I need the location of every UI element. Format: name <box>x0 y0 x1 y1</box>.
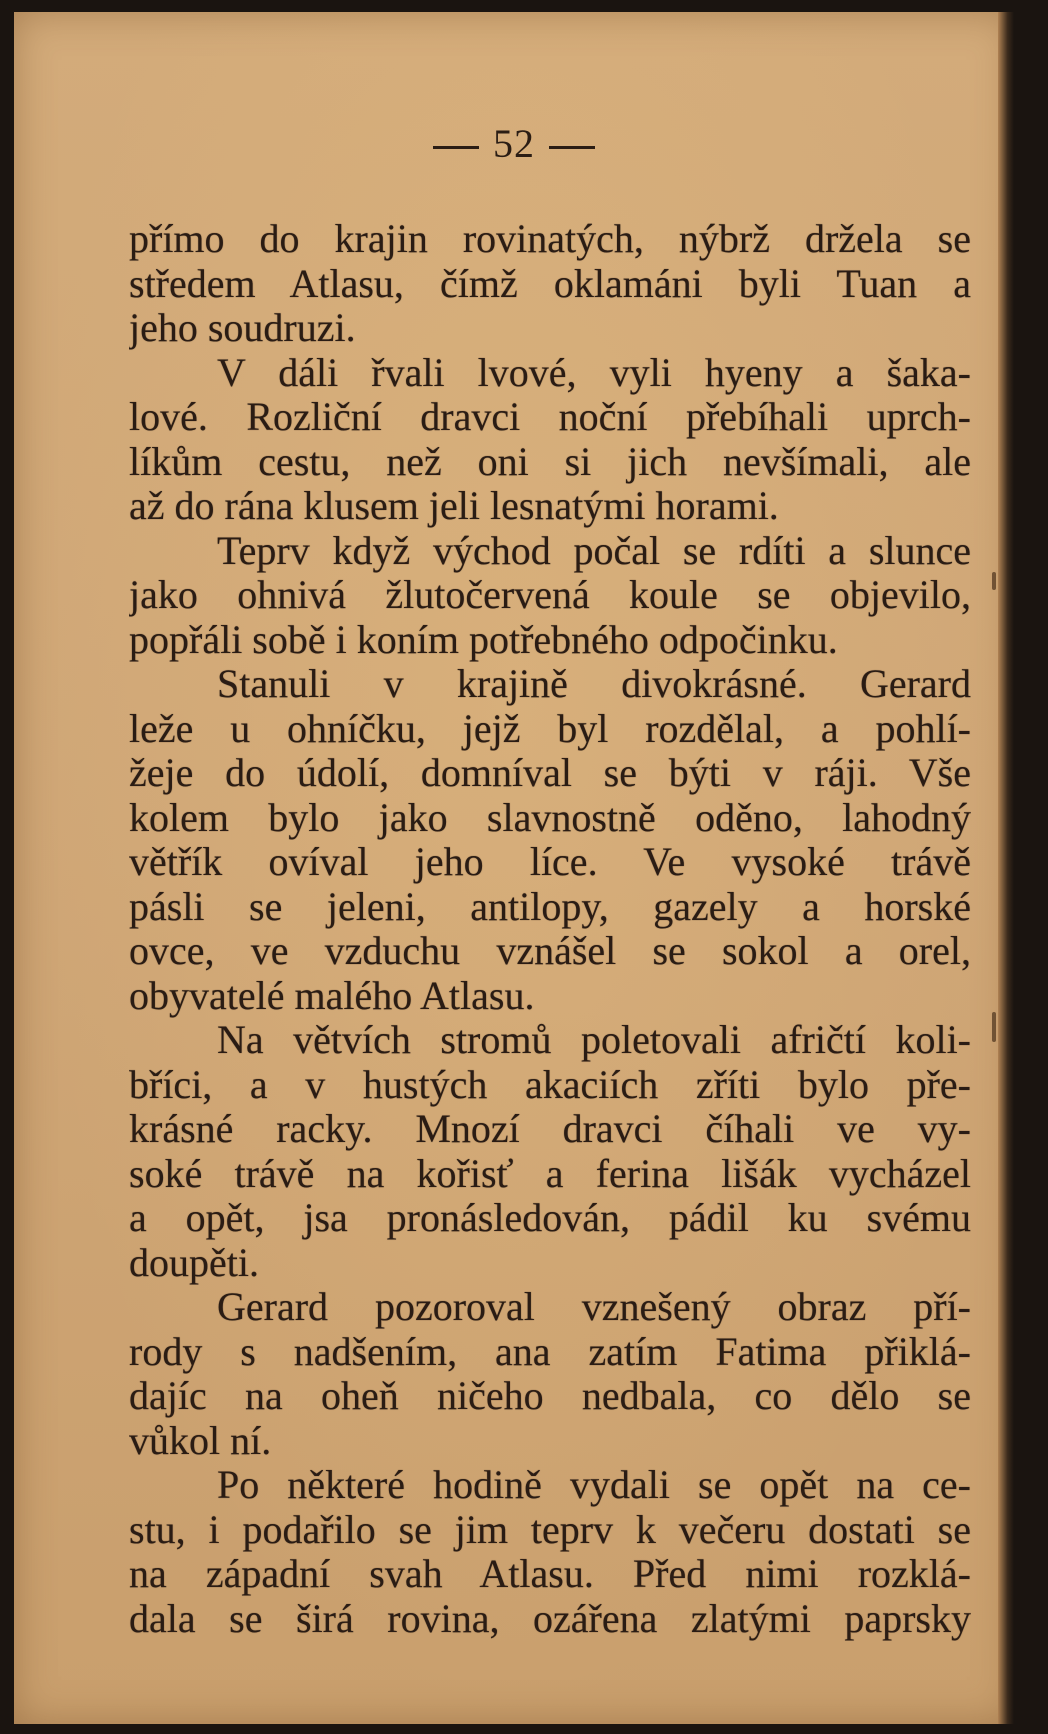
text-line: bříci, a v hustých akaciích zříti bylo pře- <box>129 1062 971 1107</box>
text-line: Stanuli v krajině divokrásné. Gerard <box>217 662 971 706</box>
text-line: žeje do údolí, domníval se býti v ráji. Vše <box>129 751 971 795</box>
text-line: větřík ovíval jeho líce. Ve vysoké trávě <box>129 840 971 884</box>
text-line: vůkol ní. <box>129 1418 272 1463</box>
text-line: líkům cestu, než oni si jich nevšímali, ale <box>129 439 971 484</box>
text-line: krásné racky. Mnozí dravci číhali ve vy- <box>129 1107 971 1151</box>
text-line: dala se širá rovina, ozářena zlatými paprsky <box>129 1596 971 1641</box>
text-line: jako ohnivá žlutočervená koule se objevilo, <box>129 573 971 617</box>
text-line: Gerard pozoroval vznešený obraz pří- <box>217 1285 971 1329</box>
text-line: jeho soudruzi. <box>129 306 356 350</box>
text-line: kolem bylo jako slavnostně oděno, lahodný <box>129 795 971 840</box>
page-number-dash-right <box>549 146 595 149</box>
text-line: soké trávě na kořisť a ferina lišák vycházel <box>129 1151 971 1196</box>
text-line: ovce, ve vzduchu vznášel se sokol a orel, <box>129 929 971 973</box>
text-line: lové. Rozliční dravci noční přebíhali uprch- <box>129 395 971 439</box>
text-line: stu, i podařilo se jim teprv k večeru dostati se <box>129 1507 971 1552</box>
paper-sheet <box>14 12 1014 1724</box>
text-line: rody s nadšením, ana zatím Fatima přiklá- <box>129 1329 971 1374</box>
text-line: doupěti. <box>129 1240 259 1285</box>
text-line: V dáli řvali lvové, vyli hyeny a šaka- <box>217 350 971 395</box>
text-line: popřáli sobě i koním potřebného odpočinku. <box>129 617 838 662</box>
text-line: pásli se jeleni, antilopy, gazely a horské <box>129 884 971 929</box>
page-gutter <box>998 12 1014 1724</box>
text-line: až do rána klusem jeli lesnatými horami. <box>129 484 779 528</box>
page-number <box>14 120 1014 167</box>
text-line: a opět, jsa pronásledován, pádil ku svému <box>129 1196 971 1240</box>
text-line: Teprv když východ počal se rdíti a slunce <box>217 528 971 573</box>
text-line: Po některé hodině vydali se opět na ce- <box>217 1463 971 1507</box>
text-line: Na větvích stromů poletovali afričtí koli- <box>217 1018 971 1062</box>
text-line: obyvatelé malého Atlasu. <box>129 973 535 1018</box>
text-line: dajíc na oheň ničeho nedbala, co dělo se <box>129 1374 971 1418</box>
body-text <box>129 217 971 1641</box>
edge-mark <box>992 1012 996 1042</box>
text-line: přímo do krajin rovinatých, nýbrž držela se <box>129 217 971 261</box>
text-line: středem Atlasu, čímž oklamáni byli Tuan a <box>129 261 971 306</box>
page-number-value: 52 <box>493 121 535 166</box>
text-line: na západní svah Atlasu. Před nimi rozklá- <box>129 1552 971 1596</box>
text-line: leže u ohníčku, jejž byl rozdělal, a pohlí- <box>129 706 971 751</box>
page-number-dash-left <box>433 146 479 149</box>
edge-mark <box>992 572 996 590</box>
